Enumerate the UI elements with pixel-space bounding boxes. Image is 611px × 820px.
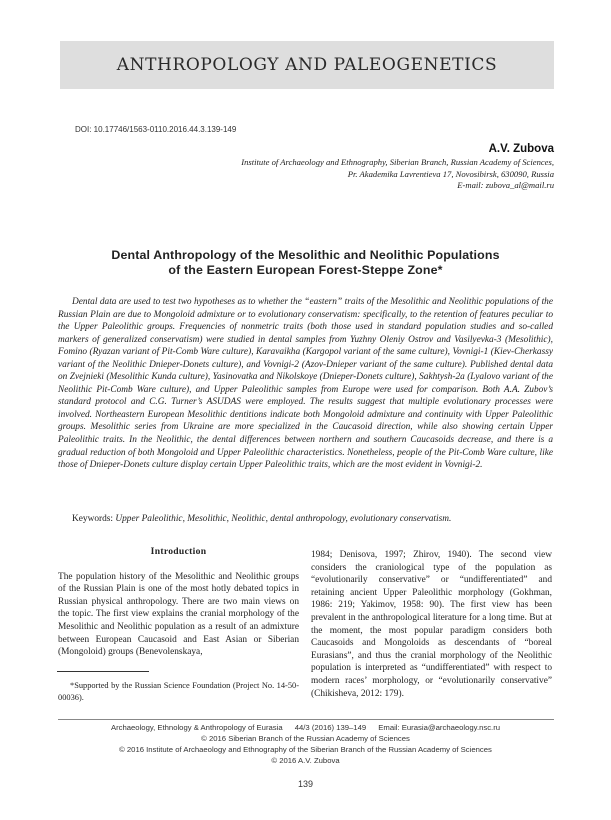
body-right-column: [311, 549, 552, 700]
intro-paragraph-left: The population history of the Mesolithic and Neolithic groups of the Russian Plain is one of the most hotly debated topics in Russian physical anthropology. There are two main views on the topic. The first view explains the cranial morphology of the Mesolithic and Neolithic population as a result of an admixture between European Caucasoid and East Asian or Siberian (Mongoloid) groups (Benevolenskaya,: [58, 571, 299, 658]
funding-footnote: *Supported by the Russian Science Foundation (Project No. 14-50-00036).: [58, 681, 299, 702]
section-heading-introduction: Introduction: [150, 546, 207, 557]
article-title-line-2: of the Eastern European Forest-Steppe Zone*: [168, 263, 443, 277]
section-title: ANTHROPOLOGY AND PALEOGENETICS: [116, 55, 498, 75]
footer-divider: [58, 719, 554, 720]
doi-link[interactable]: DOI: 10.17746/1563-0110.2016.44.3.139-149: [75, 125, 237, 134]
footer-copyright-3: © 2016 A.V. Zubova: [271, 756, 340, 765]
section-header-band: [60, 41, 554, 89]
keywords: [72, 514, 552, 524]
footer-issue: 44/3 (2016) 139–149: [294, 723, 367, 732]
footer-copyright-2: © 2016 Institute of Archaeology and Ethnography of the Siberian Branch of the Russian Academy of Sciences: [119, 745, 492, 754]
article-title: [57, 248, 554, 278]
footnote-divider: [57, 671, 149, 672]
keywords-label: Keywords:: [72, 514, 114, 524]
author-name: A.V. Zubova: [488, 143, 554, 155]
page-number: 139: [297, 779, 314, 789]
author-block: [241, 143, 554, 192]
page-footer: [40, 722, 571, 766]
body-left-column: [58, 546, 299, 659]
footer-email[interactable]: Email: Eurasia@archaeology.nsc.ru: [378, 723, 501, 732]
footer-journal-name: Archaeology, Ethnology & Anthropology of Eurasia: [110, 723, 283, 732]
article-title-line-1: Dental Anthropology of the Mesolithic and Neolithic Populations: [111, 248, 500, 262]
footer-copyright-1: © 2016 Siberian Branch of the Russian Academy of Sciences: [201, 734, 410, 743]
author-email[interactable]: E-mail: zubova_al@mail.ru: [457, 180, 554, 190]
footer-journal-line: [40, 722, 571, 733]
author-address-line: Pr. Akademika Lavrentieva 17, Novosibirsk, 630090, Russia: [347, 168, 554, 179]
author-affiliation-line: Institute of Archaeology and Ethnography, Siberian Branch, Russian Academy of Sciences,: [241, 157, 554, 167]
abstract: Dental data are used to test two hypotheses as to whether the “eastern” traits of the Mesolithic and Neolithic populations of the Russian Plain are due to Mongoloid admixture or to evolutionary conservatism: specifically, to the retention of features peculiar to the Upper Paleolithic groups. Frequencies of nonmetric traits (both those used in standard population studies and so-called markers of generalized conservatism) were studied in dental samples from Yuzhny Oleniy Ostrov and Vasilyevka-3 (Mesolithic), Fomino (Ryazan variant of Pit-Comb Ware culture), Karavaikha (Kargopol variant of the same culture), Vovnigi-1 (Kiev-Cherkassy variant of the Neolithic Dnieper-Donets culture), and Vovnigi-2 (Azov-Dnieper variant of the same culture). Published dental data on Zvejnieki (Mesolithic Kunda culture), Yasinovatka and Nikolskoye (Dnieper-Donets culture), Sakhtysh-2a (Lyalovo variant of the Neolithic Pit-Comb Ware culture), and Upper Paleolithic samples from Europe were used for comparison. Both A.A. Zubov’s standard protocol and C.G. Turner’s ASUDAS were employed. The results suggest that multiple evolutionary processes were involved. Northeastern European Mesolithic dentitions indicate both Mongoloid admixture and continuity with Upper Paleolithic groups. Mesolithic series from Ukraine are more specialized in the Caucasoid direction, while also showing certain Upper Paleolithic traits. In the Neolithic, the dental differences between northern and southern Caucasoids decrease, and there is a gradual reduction of both Mongoloid and Upper Paleolithic characteristics. Nonetheless, people of the Pit-Comb Ware culture, like those of Dnieper-Donets culture display certain Upper Paleolithic traits, which are the most evident in Vovnigi-2.: [58, 297, 553, 471]
intro-paragraph-right: 1984; Denisova, 1997; Zhirov, 1940). The second view considers the craniological type of the population as “evolutionarily conservative” or “undifferentiated” and retaining ancient Upper Paleolithic morphology (Gokhman, 1986: 219; Yakimov, 1958: 90). The first view has been prevalent in the anthropological literature for a long time. But at the moment, the most popular paradigm considers both Caucasoids and Mongoloids as descendants of “boreal Eurasians”, and thus the cranial morphology of the Neolithic population is interpreted as “undifferentiated” with respect to modern races’ morphology, or “evolutionarily conservative” (Chikisheva, 2012: 179).: [311, 550, 552, 699]
keywords-list: Upper Paleolithic, Mesolithic, Neolithic, dental anthropology, evolutionary conservatism.: [115, 514, 452, 524]
